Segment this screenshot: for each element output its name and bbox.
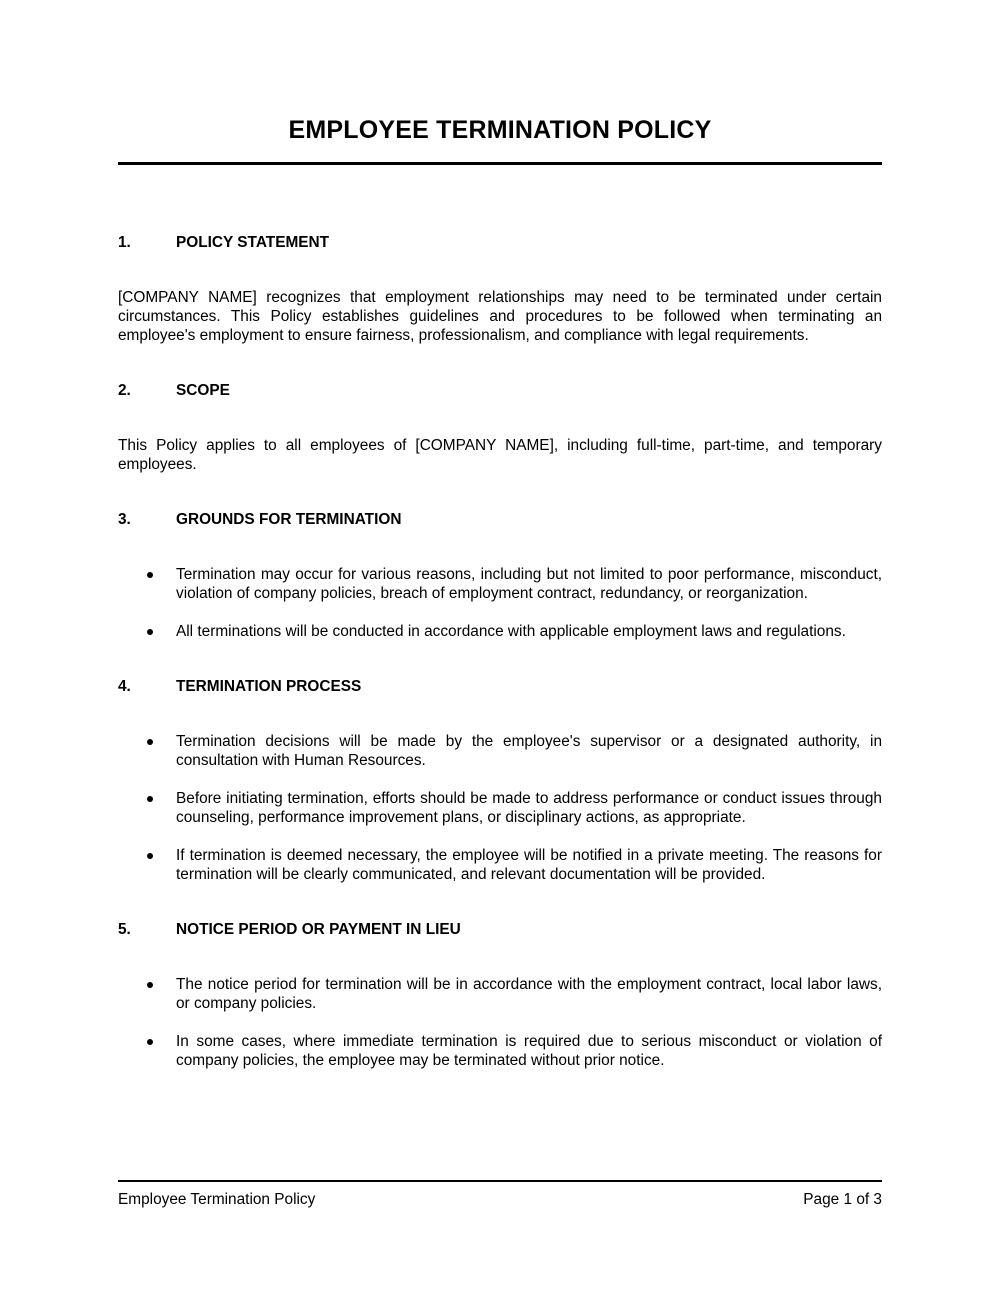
bullet-list [118,565,882,641]
footer-document-name: Employee Termination Policy [118,1191,316,1208]
document-body [118,233,882,1106]
section-scope [118,381,882,474]
bullet-icon [147,796,153,802]
bullet-list [118,732,882,884]
page-footer [118,1190,882,1209]
bullet-text: Before initiating termination, efforts should be made to address performance or conduct issues through counseling, performance improvement plans, or disciplinary actions, as appropriate. [176,790,882,826]
bullet-icon [147,572,153,578]
section-notice-period [118,920,882,1070]
bullet-item [118,622,882,641]
section-title: TERMINATION PROCESS [176,678,362,695]
section-title: POLICY STATEMENT [176,234,330,251]
section-number: 3. [118,511,131,528]
section-heading [118,233,882,252]
bullet-text: Termination may occur for various reasons, including but not limited to poor performance, misconduct, violation of company policies, breach of employment contract, redundancy, or reorganization. [176,566,882,602]
bullet-icon [147,1039,153,1045]
section-heading [118,381,882,400]
bullet-item [118,565,882,603]
bullet-icon [147,853,153,859]
bullet-item [118,789,882,827]
bullet-text: In some cases, where immediate termination is required due to serious misconduct or violation of company policies, the employee may be terminated without prior notice. [176,1033,882,1069]
section-number: 4. [118,678,131,695]
bullet-text: Termination decisions will be made by the employee's supervisor or a designated authority, in consultation with Human Resources. [176,733,882,769]
bullet-item [118,975,882,1013]
section-heading [118,920,882,939]
section-number: 1. [118,234,131,251]
bullet-item [118,732,882,770]
bullet-item [118,846,882,884]
document-page [118,0,882,1290]
section-paragraph: This Policy applies to all employees of [COMPANY NAME], including full-time, part-time, and temporary employees. [118,437,882,473]
bullet-icon [147,629,153,635]
document-title: EMPLOYEE TERMINATION POLICY [288,116,712,144]
section-policy-statement [118,233,882,345]
bullet-text: The notice period for termination will be in accordance with the employment contract, local labor laws, or company policies. [176,976,882,1012]
bullet-text: All terminations will be conducted in accordance with applicable employment laws and regulations. [176,623,846,640]
section-grounds-for-termination [118,510,882,641]
bullet-text: If termination is deemed necessary, the employee will be notified in a private meeting. The reasons for termination will be clearly communicated, and relevant documentation will be provided. [176,847,882,883]
section-paragraph: [COMPANY NAME] recognizes that employment relationships may need to be terminated under certain circumstances. This Policy establishes guidelines and procedures to be followed when terminating an employee's employment to ensure fairness, professionalism, and compliance with legal requirements. [118,289,882,344]
bullet-list [118,975,882,1070]
section-heading [118,677,882,696]
section-termination-process [118,677,882,884]
title-divider [118,162,882,165]
bullet-item [118,1032,882,1070]
section-title: GROUNDS FOR TERMINATION [176,511,402,528]
section-title: NOTICE PERIOD OR PAYMENT IN LIEU [176,921,461,938]
bullet-icon [147,739,153,745]
section-title: SCOPE [176,382,230,399]
section-number: 2. [118,382,131,399]
section-number: 5. [118,921,131,938]
footer-page-number: Page 1 of 3 [803,1191,882,1208]
section-heading [118,510,882,529]
bullet-icon [147,982,153,988]
footer-divider [118,1180,882,1182]
